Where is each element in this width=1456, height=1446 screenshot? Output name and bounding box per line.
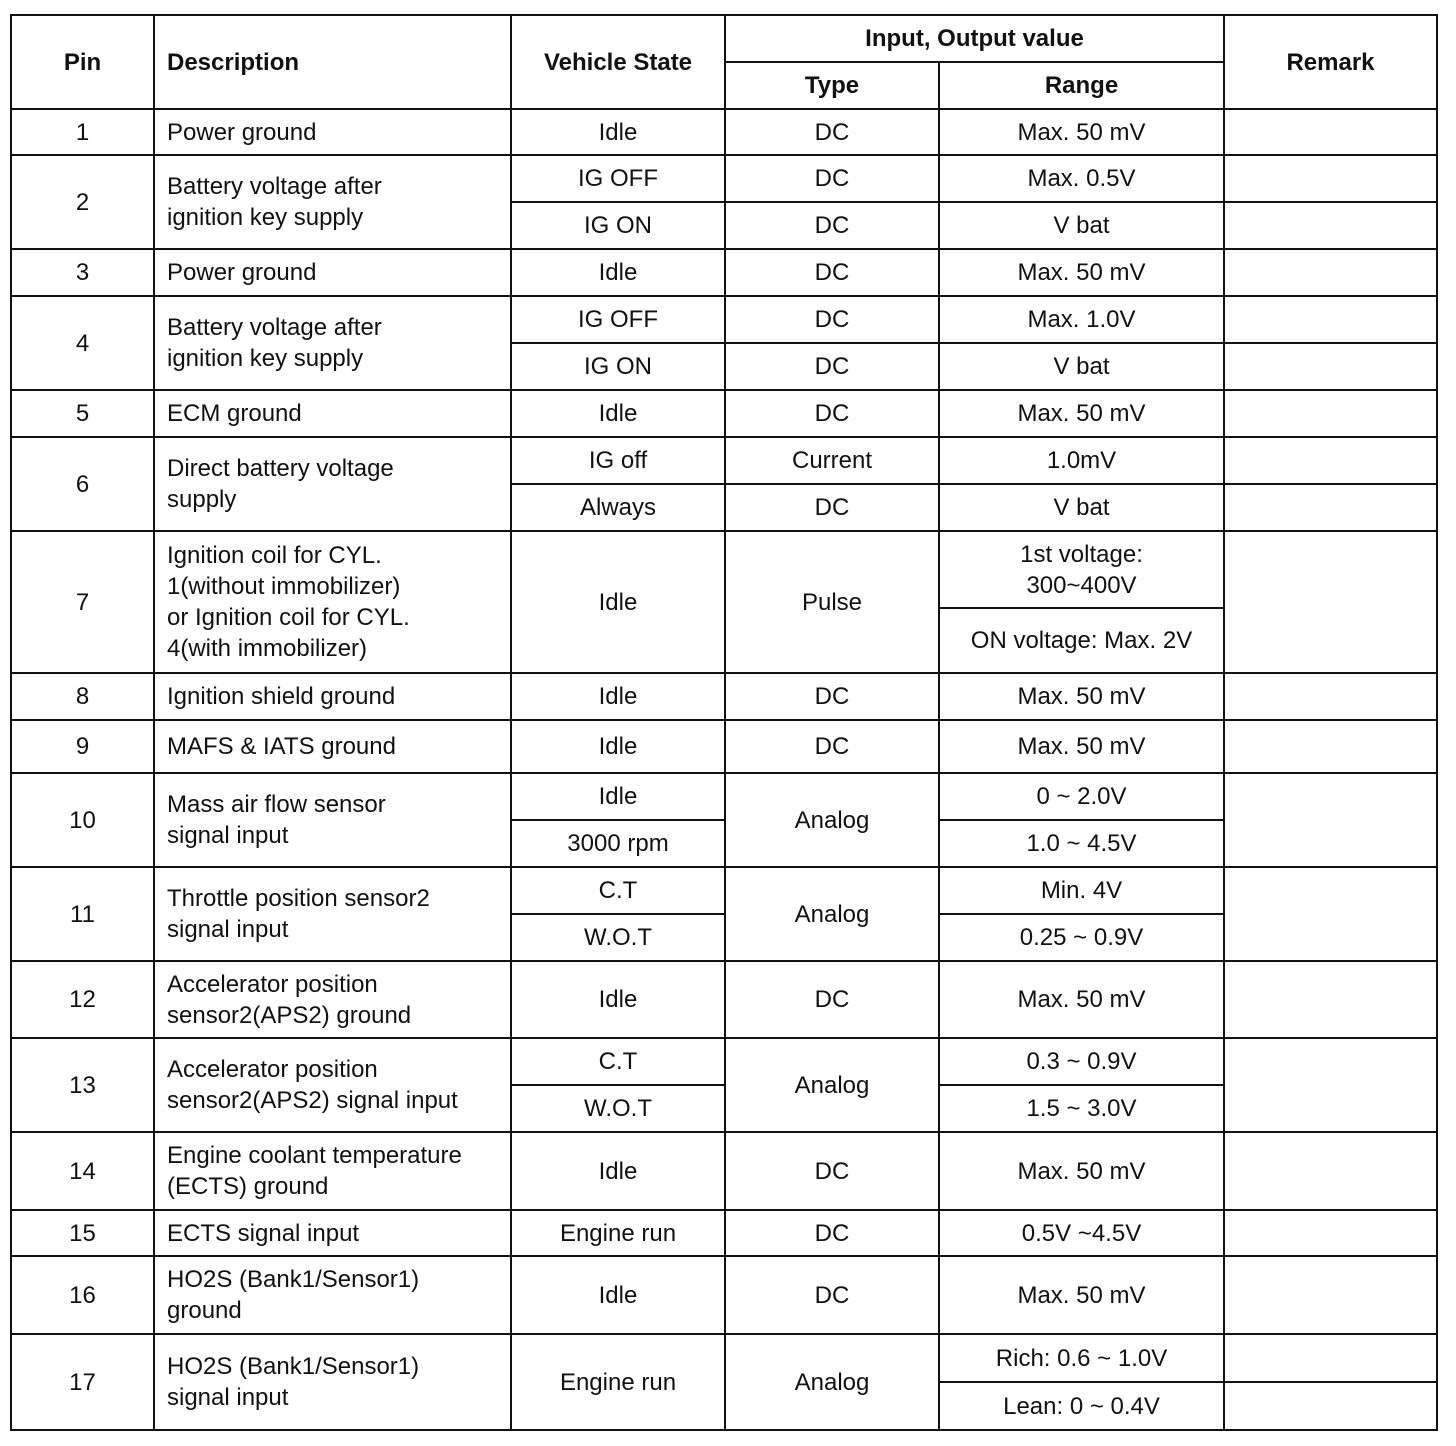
range-cell: 0.25 ~ 0.9V: [939, 914, 1224, 961]
pin-cell: 2: [11, 155, 154, 249]
description-cell: MAFS & IATS ground: [154, 720, 511, 773]
type-cell: DC: [725, 249, 939, 296]
pin-cell: 11: [11, 867, 154, 961]
range-cell: Max. 50 mV: [939, 673, 1224, 720]
description-cell: Battery voltage after ignition key supply: [154, 296, 511, 390]
state-cell: IG OFF: [511, 296, 725, 343]
remark-cell: [1224, 1210, 1437, 1256]
pin-cell: 1: [11, 109, 154, 155]
type-cell: Analog: [725, 1334, 939, 1430]
description-cell: Ignition coil for CYL. 1(without immobilizer) or Ignition coil for CYL. 4(with immobilizer): [154, 531, 511, 673]
state-cell: Idle: [511, 531, 725, 673]
remark-cell: [1224, 720, 1437, 773]
pin-cell: 13: [11, 1038, 154, 1132]
header-type: Type: [725, 62, 939, 109]
range-cell: Max. 50 mV: [939, 109, 1224, 155]
range-cell: 0.3 ~ 0.9V: [939, 1038, 1224, 1085]
description-cell: Direct battery voltage supply: [154, 437, 511, 531]
remark-cell: [1224, 1382, 1437, 1430]
type-cell: DC: [725, 484, 939, 531]
range-cell: Max. 50 mV: [939, 390, 1224, 437]
table-row: [11, 867, 1437, 914]
remark-cell: [1224, 202, 1437, 249]
type-cell: DC: [725, 202, 939, 249]
remark-cell: [1224, 1038, 1437, 1132]
pin-cell: 3: [11, 249, 154, 296]
remark-cell: [1224, 531, 1437, 673]
remark-cell: [1224, 390, 1437, 437]
type-cell: DC: [725, 720, 939, 773]
remark-cell: [1224, 867, 1437, 961]
state-cell: W.O.T: [511, 1085, 725, 1132]
state-cell: Idle: [511, 673, 725, 720]
range-cell: 1.0 ~ 4.5V: [939, 820, 1224, 867]
range-cell: Max. 50 mV: [939, 1132, 1224, 1210]
remark-cell: [1224, 961, 1437, 1038]
table-row: [11, 1334, 1437, 1382]
range-cell: 0.5V ~4.5V: [939, 1210, 1224, 1256]
table-row: [11, 1132, 1437, 1210]
state-cell: IG off: [511, 437, 725, 484]
pin-cell: 8: [11, 673, 154, 720]
state-cell: C.T: [511, 867, 725, 914]
type-cell: DC: [725, 343, 939, 390]
type-cell: Analog: [725, 1038, 939, 1132]
header-pin: Pin: [11, 15, 154, 109]
remark-cell: [1224, 773, 1437, 867]
table-row: [11, 249, 1437, 296]
type-cell: DC: [725, 1132, 939, 1210]
type-cell: DC: [725, 1256, 939, 1334]
range-cell: Min. 4V: [939, 867, 1224, 914]
pin-cell: 5: [11, 390, 154, 437]
table-row: [11, 296, 1437, 343]
table-row: [11, 673, 1437, 720]
description-cell: Power ground: [154, 109, 511, 155]
header-description: Description: [154, 15, 511, 109]
header-vehicle-state: Vehicle State: [511, 15, 725, 109]
state-cell: Idle: [511, 390, 725, 437]
state-cell: Idle: [511, 249, 725, 296]
remark-cell: [1224, 1334, 1437, 1382]
table-row: [11, 961, 1437, 1038]
type-cell: Analog: [725, 867, 939, 961]
range-cell: Rich: 0.6 ~ 1.0V: [939, 1334, 1224, 1382]
description-cell: Power ground: [154, 249, 511, 296]
range-cell: 0 ~ 2.0V: [939, 773, 1224, 820]
range-cell: V bat: [939, 343, 1224, 390]
remark-cell: [1224, 296, 1437, 343]
table-row: [11, 109, 1437, 155]
type-cell: DC: [725, 155, 939, 202]
description-cell: HO2S (Bank1/Sensor1) signal input: [154, 1334, 511, 1430]
range-cell: Max. 1.0V: [939, 296, 1224, 343]
table-row: [11, 531, 1437, 608]
pin-cell: 15: [11, 1210, 154, 1256]
table-row: [11, 1210, 1437, 1256]
table-row: [11, 390, 1437, 437]
pin-cell: 7: [11, 531, 154, 673]
state-cell: W.O.T: [511, 914, 725, 961]
state-cell: Idle: [511, 720, 725, 773]
description-cell: HO2S (Bank1/Sensor1) ground: [154, 1256, 511, 1334]
description-cell: Accelerator position sensor2(APS2) signal input: [154, 1038, 511, 1132]
type-cell: DC: [725, 109, 939, 155]
range-cell: Max. 50 mV: [939, 1256, 1224, 1334]
type-cell: Analog: [725, 773, 939, 867]
header-range: Range: [939, 62, 1224, 109]
pin-table-container: [10, 14, 1438, 1431]
description-cell: Accelerator position sensor2(APS2) ground: [154, 961, 511, 1038]
range-cell: Max. 50 mV: [939, 961, 1224, 1038]
state-cell: IG ON: [511, 343, 725, 390]
type-cell: DC: [725, 296, 939, 343]
description-cell: Mass air flow sensor signal input: [154, 773, 511, 867]
range-cell: V bat: [939, 484, 1224, 531]
remark-cell: [1224, 484, 1437, 531]
ecm-pin-table: [10, 14, 1438, 1431]
remark-cell: [1224, 343, 1437, 390]
state-cell: Always: [511, 484, 725, 531]
pin-cell: 17: [11, 1334, 154, 1430]
pin-cell: 6: [11, 437, 154, 531]
remark-cell: [1224, 1256, 1437, 1334]
remark-cell: [1224, 249, 1437, 296]
type-cell: DC: [725, 390, 939, 437]
state-cell: Engine run: [511, 1334, 725, 1430]
description-cell: Engine coolant temperature (ECTS) ground: [154, 1132, 511, 1210]
description-cell: Battery voltage after ignition key supply: [154, 155, 511, 249]
table-row: [11, 437, 1437, 484]
remark-cell: [1224, 673, 1437, 720]
state-cell: Idle: [511, 1132, 725, 1210]
range-cell: Max. 0.5V: [939, 155, 1224, 202]
range-cell: Max. 50 mV: [939, 720, 1224, 773]
state-cell: 3000 rpm: [511, 820, 725, 867]
range-cell: ON voltage: Max. 2V: [939, 608, 1224, 673]
state-cell: Idle: [511, 1256, 725, 1334]
header-io-value: Input, Output value: [725, 15, 1224, 62]
state-cell: Idle: [511, 773, 725, 820]
pin-cell: 4: [11, 296, 154, 390]
remark-cell: [1224, 1132, 1437, 1210]
type-cell: DC: [725, 961, 939, 1038]
type-cell: DC: [725, 1210, 939, 1256]
description-cell: Ignition shield ground: [154, 673, 511, 720]
description-cell: ECM ground: [154, 390, 511, 437]
table-row: [11, 1256, 1437, 1334]
pin-cell: 14: [11, 1132, 154, 1210]
remark-cell: [1224, 437, 1437, 484]
pin-cell: 9: [11, 720, 154, 773]
state-cell: Engine run: [511, 1210, 725, 1256]
range-cell: 1.0mV: [939, 437, 1224, 484]
type-cell: Pulse: [725, 531, 939, 673]
range-cell: 1.5 ~ 3.0V: [939, 1085, 1224, 1132]
range-cell: Lean: 0 ~ 0.4V: [939, 1382, 1224, 1430]
table-row: [11, 720, 1437, 773]
type-cell: Current: [725, 437, 939, 484]
state-cell: Idle: [511, 109, 725, 155]
pin-cell: 16: [11, 1256, 154, 1334]
header-remark: Remark: [1224, 15, 1437, 109]
state-cell: IG OFF: [511, 155, 725, 202]
type-cell: DC: [725, 673, 939, 720]
range-cell: 1st voltage: 300~400V: [939, 531, 1224, 608]
pin-cell: 10: [11, 773, 154, 867]
table-row: [11, 773, 1437, 820]
remark-cell: [1224, 155, 1437, 202]
pin-cell: 12: [11, 961, 154, 1038]
range-cell: V bat: [939, 202, 1224, 249]
remark-cell: [1224, 109, 1437, 155]
description-cell: Throttle position sensor2 signal input: [154, 867, 511, 961]
table-row: [11, 155, 1437, 202]
state-cell: Idle: [511, 961, 725, 1038]
table-row: [11, 1038, 1437, 1085]
range-cell: Max. 50 mV: [939, 249, 1224, 296]
description-cell: ECTS signal input: [154, 1210, 511, 1256]
state-cell: C.T: [511, 1038, 725, 1085]
state-cell: IG ON: [511, 202, 725, 249]
